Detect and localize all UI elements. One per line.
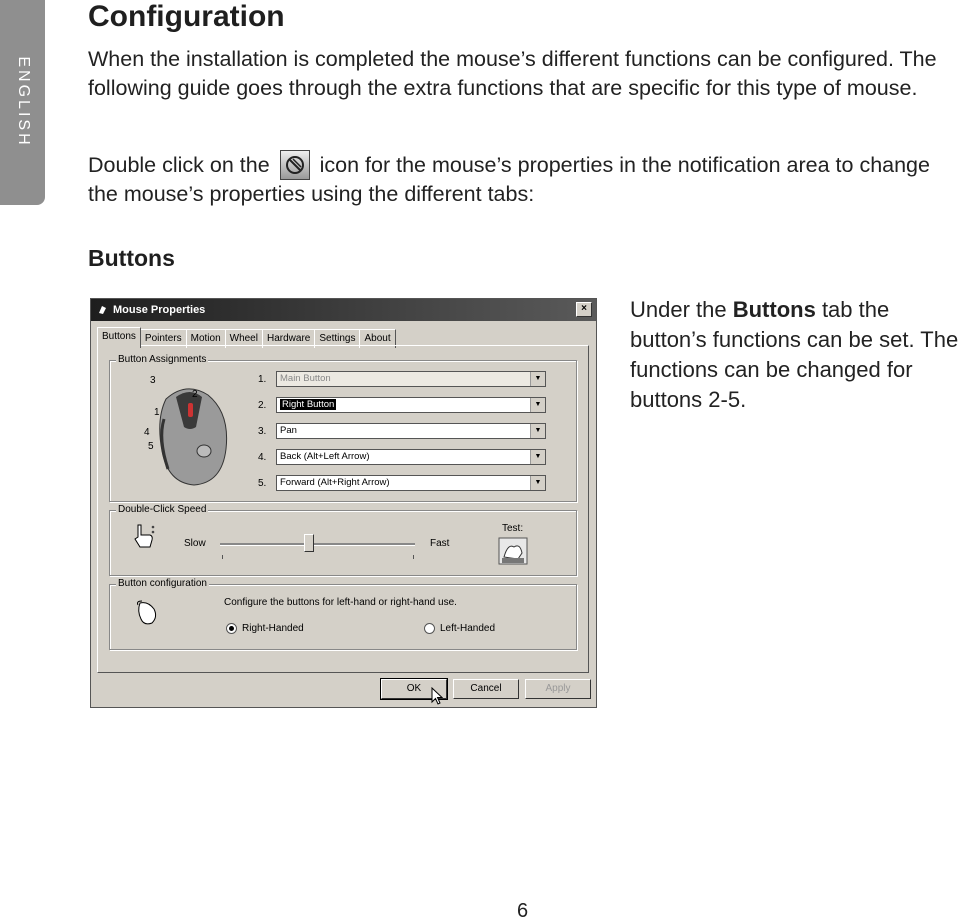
side-text-bold: Buttons xyxy=(732,297,816,322)
dropdown-value: Forward (Alt+Right Arrow) xyxy=(280,477,390,488)
assignment-row-5 xyxy=(258,475,546,491)
dialog-titlebar[interactable] xyxy=(91,299,596,321)
language-side-tab xyxy=(0,0,45,205)
chevron-down-icon: ▼ xyxy=(530,372,545,386)
close-button[interactable]: × xyxy=(576,302,592,317)
dropdown-value: Right Button xyxy=(282,399,335,410)
radio-dot[interactable] xyxy=(226,623,237,634)
tab-wheel[interactable]: Wheel xyxy=(225,329,263,348)
chevron-down-icon[interactable]: ▼ xyxy=(530,424,545,438)
left-handed-label: Left-Handed xyxy=(440,623,496,634)
right-handed-radio[interactable] xyxy=(226,623,304,634)
tab-settings[interactable]: Settings xyxy=(314,329,360,348)
language-label: ENGLISH xyxy=(14,56,32,148)
mouse-label-2: 2 xyxy=(192,389,198,400)
test-label: Test: xyxy=(502,523,524,534)
instruction-paragraph xyxy=(88,150,948,209)
assignment-row-1 xyxy=(258,371,546,387)
mouse-label-5: 5 xyxy=(148,441,154,452)
double-click-speed-label: Double-Click Speed xyxy=(118,504,207,515)
row-number: 1. xyxy=(258,373,267,385)
button-2-dropdown[interactable] xyxy=(276,397,546,413)
apply-button: Apply xyxy=(525,679,591,699)
dropdown-value: Back (Alt+Left Arrow) xyxy=(280,451,370,462)
dropdown-value: Pan xyxy=(280,425,297,436)
row-number: 2. xyxy=(258,399,267,411)
row-number: 4. xyxy=(258,451,267,463)
tab-about[interactable]: About xyxy=(359,329,395,348)
config-description: Configure the buttons for left-hand or right-hand use. xyxy=(224,597,457,608)
ok-button[interactable]: OK xyxy=(381,679,447,699)
left-handed-radio[interactable] xyxy=(424,623,495,634)
row-number: 5. xyxy=(258,477,267,489)
side-text-part2: tab the button’s functions can be set. The functions can be changed for buttons 2-5. xyxy=(630,297,959,412)
mouse-illustration xyxy=(146,379,236,489)
page-number: 6 xyxy=(517,900,529,922)
tab-hardware[interactable]: Hardware xyxy=(262,329,315,348)
mouse-hand-icon xyxy=(134,599,162,627)
chevron-down-icon[interactable]: ▼ xyxy=(530,450,545,464)
button-assignments-label: Button Assignments xyxy=(118,354,207,365)
mouse-tray-icon xyxy=(280,150,310,180)
button-5-dropdown[interactable] xyxy=(276,475,546,491)
assignment-row-3 xyxy=(258,423,546,439)
dropdown-value: Main Button xyxy=(280,373,331,384)
dialog-title: Mouse Properties xyxy=(113,304,206,316)
chevron-down-icon[interactable]: ▼ xyxy=(530,476,545,490)
mouse-label-4: 4 xyxy=(144,427,150,438)
button-configuration-group xyxy=(109,578,577,650)
button-1-dropdown xyxy=(276,371,546,387)
tab-panel xyxy=(97,345,589,673)
mouse-label-1: 1 xyxy=(154,407,160,418)
intro-paragraph: When the installation is completed the mouse’s different functions can be configured. The following guide goes through the extra functions that are specific for this type of mouse. xyxy=(88,47,937,100)
hand-pointer-icon xyxy=(132,523,156,549)
page-title: Configuration xyxy=(88,0,285,33)
section-title: Buttons xyxy=(88,245,175,271)
right-handed-label: Right-Handed xyxy=(242,623,304,634)
mouse-label-3: 3 xyxy=(150,375,156,386)
speed-slider-track[interactable] xyxy=(220,543,415,546)
chevron-down-icon[interactable]: ▼ xyxy=(530,398,545,412)
slider-tick xyxy=(413,555,414,559)
mouse-title-icon xyxy=(97,304,108,315)
instruction-after: icon for the mouse’s properties in the notification area to change the mouse’s properties using the different tabs: xyxy=(88,153,930,206)
tab-strip xyxy=(97,327,395,345)
double-click-speed-group xyxy=(109,504,577,576)
radio-dot[interactable] xyxy=(424,623,435,634)
row-number: 3. xyxy=(258,425,267,437)
cursor-arrow-icon xyxy=(431,687,443,705)
fast-label: Fast xyxy=(430,538,450,549)
button-3-dropdown[interactable] xyxy=(276,423,546,439)
button-configuration-label: Button configuration xyxy=(118,578,207,589)
slow-label: Slow xyxy=(184,538,206,549)
button-assignments-group xyxy=(109,354,577,502)
tab-motion[interactable]: Motion xyxy=(186,329,226,348)
button-4-dropdown[interactable] xyxy=(276,449,546,465)
tab-buttons[interactable]: Buttons xyxy=(97,327,141,348)
tab-pointers[interactable]: Pointers xyxy=(140,329,187,348)
slider-tick xyxy=(222,555,223,559)
side-text-part1: Under the xyxy=(630,297,733,322)
assignment-row-4 xyxy=(258,449,546,465)
buttons-tab-description xyxy=(630,295,960,415)
assignment-row-2 xyxy=(258,397,546,413)
mouse-properties-dialog xyxy=(90,298,597,708)
instruction-before: Double click on the xyxy=(88,153,270,177)
speed-slider-thumb[interactable] xyxy=(304,534,314,552)
jack-in-box-test-icon[interactable] xyxy=(498,537,528,565)
cancel-button[interactable]: Cancel xyxy=(453,679,519,699)
